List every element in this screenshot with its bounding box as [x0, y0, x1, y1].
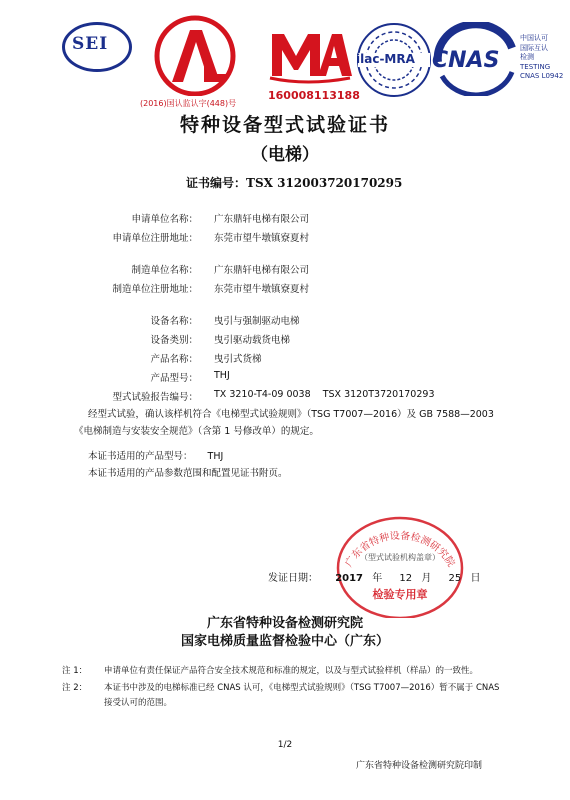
cal-caption: (2016)国认监认字(448)号: [140, 99, 237, 108]
certificate-number-row: [186, 174, 402, 191]
note-2-text: 本证书中涉及的电梯标准已经 CNAS 认可，《电梯型式试验规则》（TSG T7007—2016）暂不属于 CNAS: [104, 683, 500, 693]
note-2-text-cont: 接受认可的范围。: [104, 698, 173, 708]
page-number: 1/2: [277, 740, 293, 750]
field-label: 申请单位名称：: [131, 214, 198, 225]
seal-ring-text: 广东省特种设备检测研究院: [343, 530, 457, 570]
sei-logo-text: SEI: [72, 34, 109, 54]
scope-note: 本证书适用的产品参数范围和配置见证书附页。: [88, 468, 288, 479]
cnas-side-text: [520, 34, 563, 82]
issue-month: 12: [399, 573, 413, 584]
note-1-tag: 注 1：: [62, 666, 88, 676]
cnas-text: CNAS: [432, 48, 500, 73]
cnas-side-line: CNAS L0942: [520, 72, 564, 80]
cnas-side-line: 国际互认: [520, 43, 548, 52]
field-label: 设备类别：: [150, 335, 198, 346]
issue-date-row: [268, 569, 480, 584]
institute-name: 广东省特种设备检测研究院: [206, 616, 363, 631]
cma-number: 160008113188: [268, 89, 360, 102]
official-seal: [330, 508, 470, 618]
cma-logo: [262, 26, 352, 84]
note-1-text: 申请单位有责任保证产品符合安全技术规范和标准的规定，以及与型式试验样机（样品）的一致性。: [104, 666, 479, 676]
note-2-tag: 注 2：: [62, 683, 88, 693]
applicable-model-row: [88, 448, 223, 462]
field-value: 广东鼎轩电梯有限公司: [214, 265, 310, 276]
ilac-text: ilac-MRA: [356, 52, 415, 66]
field-value: TX 3210-T4-09 0038 TSX 3120T3720170293: [214, 389, 435, 400]
field-value: 广东鼎轩电梯有限公司: [214, 214, 310, 225]
field-label: 申请单位注册地址：: [112, 233, 198, 244]
field-label: 制造单位注册地址：: [112, 284, 198, 295]
conformity-statement: [74, 406, 528, 440]
statement-line: 经型式试验，确认该样机符合《电梯型式试验规则》（TSG T7007—2016）及 GB 7588—2003: [88, 409, 494, 420]
issue-day: 25: [448, 573, 462, 584]
printer-line: 广东省特种设备检测研究院印制: [356, 761, 483, 771]
field-label: 产品名称：: [150, 354, 198, 365]
field-value: 曳引驱动载货电梯: [214, 335, 291, 346]
cnas-side-line: 检测: [520, 53, 534, 61]
field-label: 制造单位名称：: [131, 265, 198, 276]
field-value: 东莞市望牛墩镇寮夏村: [214, 284, 310, 295]
issue-year-unit: 年: [372, 573, 383, 584]
field-value: 东莞市望牛墩镇寮夏村: [214, 233, 310, 244]
certificate-title: 特种设备型式试验证书: [179, 114, 390, 136]
field-value: 曳引式货梯: [214, 354, 262, 365]
seal-inner-text: （型式试验机构盖章）: [360, 553, 440, 562]
seal-bottom-text: 检验专用章: [372, 588, 428, 601]
issue-date-label: 发证日期：: [268, 573, 318, 584]
logo-strip: [0, 0, 570, 120]
certificate-number-label: 证书编号：: [186, 176, 247, 190]
applicable-model-value: THJ: [207, 451, 224, 462]
applicable-model-label: 本证书适用的产品型号：: [88, 451, 193, 462]
field-value: THJ: [214, 370, 230, 381]
issue-month-unit: 月: [421, 573, 432, 584]
cnas-side-line: 中国认可: [520, 34, 548, 42]
cnas-side-line: TESTING: [520, 62, 551, 71]
institute-center: 国家电梯质量监督检验中心（广东）: [180, 634, 389, 649]
field-label: 型式试验报告编号：: [112, 392, 198, 403]
field-value: 曳引与强制驱动电梯: [214, 316, 300, 327]
cal-logo: [150, 14, 240, 96]
issue-year: 2017: [335, 573, 364, 584]
statement-line: 《电梯制造与安装安全规范》（含第 1 号修改单）的规定。: [74, 426, 319, 437]
field-label: 设备名称：: [150, 316, 198, 327]
field-label: 产品型号：: [150, 373, 198, 384]
certificate-number: TSX 312003720170295: [246, 176, 403, 190]
issue-day-unit: 日: [470, 573, 481, 584]
certificate-subtitle: （电梯）: [251, 145, 319, 165]
